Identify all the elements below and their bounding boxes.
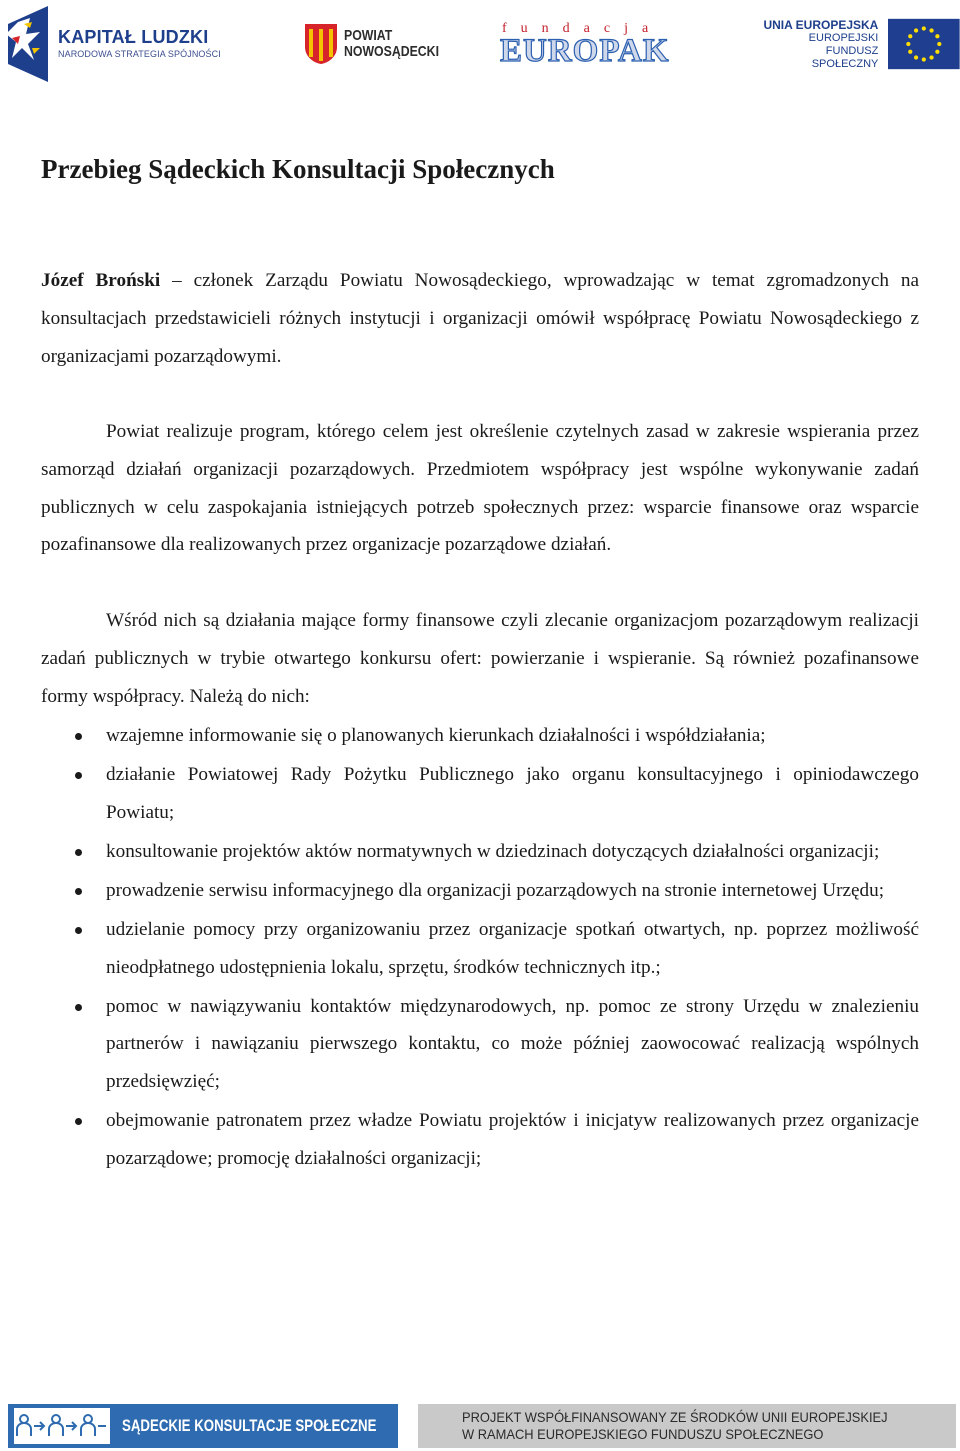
- eu-line1: UNIA EUROPEJSKA: [763, 17, 879, 32]
- kapital-ludzki-logo: [4, 4, 221, 82]
- kapital-ludzki-subtitle: NARODOWA STRATEGIA SPÓJNOŚCI: [58, 48, 221, 59]
- bullet-icon: [75, 888, 82, 895]
- kapital-ludzki-title: KAPITAŁ LUDZKI: [58, 26, 209, 47]
- list-item: [41, 833, 919, 871]
- list-item: [41, 911, 919, 987]
- speaker-name: Józef Broński: [41, 270, 161, 291]
- bullet-icon: [75, 1004, 82, 1011]
- paragraph-forms: Wśród nich są działania mające formy finansowe czyli zlecanie organizacjom pozarządowym realizacji zadań publicznych w trybie otwartego konkursu ofert: powierzanie i wspieranie. Są również pozafinansowe formy współpracy. Należą do nich:: [41, 610, 919, 707]
- footer-right-line1: PROJEKT WSPÓŁFINANSOWANY ZE ŚRODKÓW UNII EUROPEJSKIEJ: [462, 1409, 888, 1425]
- list-item: [41, 988, 919, 1101]
- list-item: [41, 717, 919, 755]
- bullet-icon: [75, 1118, 82, 1125]
- people-exchange-icon: [14, 1408, 110, 1444]
- list-item-text: działanie Powiatowej Rady Pożytku Publicznego jako organu konsultacyjnego i opiniodawczego Powiatu;: [106, 763, 919, 823]
- powiat-nowosadecki-logo: [304, 22, 460, 66]
- footer-right-line2: W RAMACH EUROPEJSKIEGO FUNDUSZU SPOŁECZNEGO: [462, 1426, 824, 1442]
- paragraph-intro: [41, 262, 919, 375]
- cooperation-forms-list: [41, 717, 919, 1179]
- fundacja-label: fundacja: [502, 21, 663, 36]
- paragraph-program: Powiat realizuje program, którego celem jest określenie czytelnych zasad w zakresie wspierania przez samorząd działań organizacji pozarządowych. Przedmiotem współpracy jest wspólne wykonywanie zadań publicznych w celu zaspokajania istniejących potrzeb społecznych przez: wsparcie finansowe oraz wsparcie pozafinansowe dla realizowanych przez organizacje pozarządowe działań.: [41, 421, 919, 556]
- list-item-text: wzajemne informowanie się o planowanych kierunkach działalności i współdziałania;: [106, 725, 766, 746]
- bullet-icon: [75, 849, 82, 856]
- list-item-text: konsultowanie projektów aktów normatywnych w dziedzinach dotyczących działalności organizacji;: [106, 840, 880, 862]
- eu-flag-icon: [888, 18, 960, 70]
- powiat-line2: NOWOSĄDECKI: [344, 43, 439, 60]
- powiat-line1: POWIAT: [344, 27, 393, 44]
- list-item: [41, 1102, 919, 1178]
- footer-consultations-banner: [8, 1404, 398, 1448]
- list-item-text: pomoc w nawiązywaniu kontaktów międzynarodowych, np. pomoc ze strony Urzędu w znalezieniu partnerów i nawiązaniu pierwszego kontaktu, co może później zaowocować realizacją wspólnych przedsięwzięć;: [106, 995, 919, 1093]
- eu-line3: FUNDUSZ SPOŁECZNY: [811, 44, 879, 70]
- bullet-icon: [75, 772, 82, 779]
- bullet-icon: [75, 733, 82, 740]
- footer-eu-note: [418, 1404, 956, 1448]
- eu-logo: [760, 18, 960, 70]
- list-item-text: udzielanie pomocy przy organizowaniu przez organizacje spotkań otwartych, np. poprzez możliwość nieodpłatnego udostępnienia lokalu, sprzętu, środków technicznych itp.;: [106, 918, 919, 978]
- paragraph-intro-text: – członek Zarządu Powiatu Nowosądeckiego, wprowadzając w temat zgromadzonych na konsultacjach przedstawicieli różnych instytucji i organizacji omówił współpracę Powiatu Nowosądeckiego z organizacjami pozarządowymi.: [41, 270, 920, 367]
- list-item: [41, 872, 919, 910]
- list-item-text: obejmowanie patronatem przez władze Powiatu projektów i inicjatyw realizowanych przez organizacje pozarządowe; promocję działalności organizacji;: [106, 1110, 919, 1169]
- footer: [0, 1404, 960, 1448]
- coat-of-arms-icon: [304, 23, 338, 65]
- fundacja-europak-logo: [500, 21, 692, 69]
- eu-line2: EUROPEJSKI: [808, 31, 879, 44]
- footer-left-label: SĄDECKIE KONSULTACJE SPOŁECZNE: [122, 1416, 377, 1435]
- europak-label: EUROPAK: [500, 33, 670, 69]
- list-item: [41, 756, 919, 832]
- document-title: Przebieg Sądeckich Konsultacji Społecznych: [41, 154, 555, 184]
- bullet-icon: [75, 927, 82, 934]
- list-item-text: prowadzenie serwisu informacyjnego dla organizacji pozarządowych na stronie internetowej Urzędu;: [106, 879, 885, 901]
- header-logos: [0, 0, 960, 90]
- kapital-ludzki-emblem-icon: [4, 4, 50, 82]
